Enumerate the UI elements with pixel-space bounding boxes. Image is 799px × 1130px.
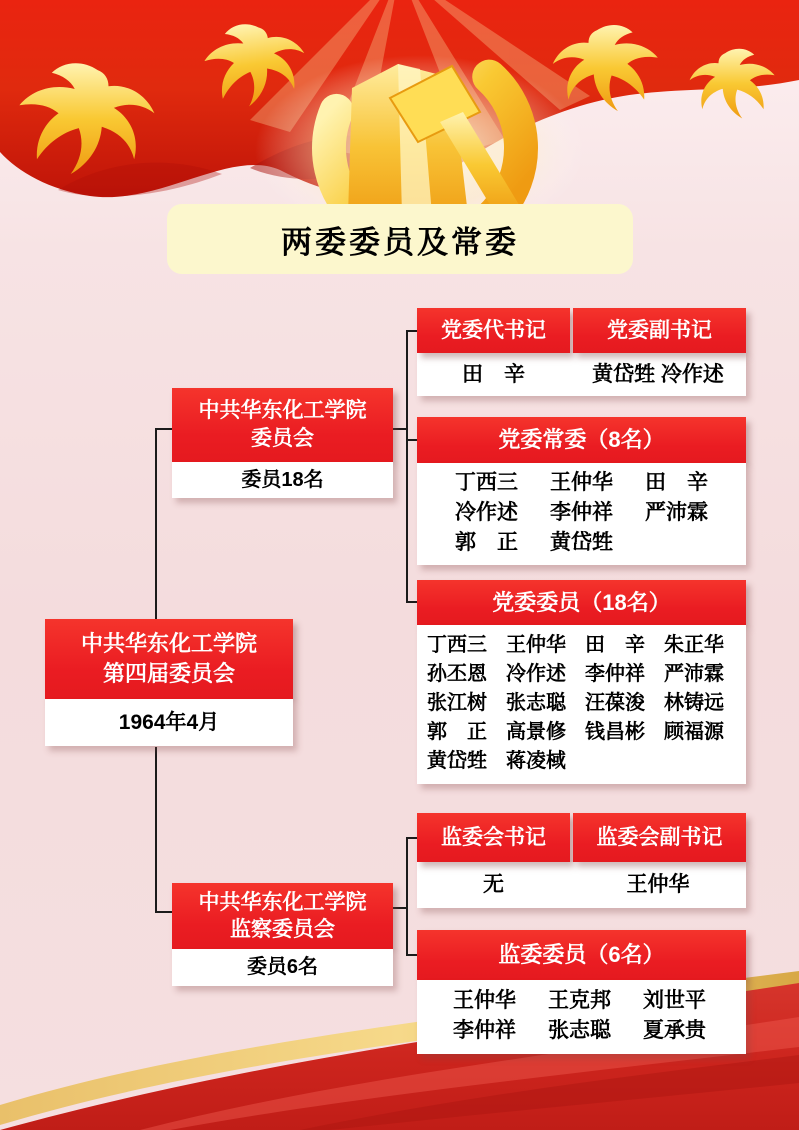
member-row: [427, 718, 746, 747]
connector-line: [155, 428, 157, 620]
member-row: [453, 986, 746, 1016]
member-name: 王克邦: [548, 989, 611, 1012]
supervisory-committee-name-line1: 中共华东化工学院: [198, 891, 367, 914]
connector-line: [392, 907, 408, 909]
page-title: 两委委员及常委: [167, 204, 633, 274]
member-name: 汪葆浚: [585, 692, 645, 714]
party-standing-committee-header: 党委常委（8名）: [417, 417, 746, 463]
member-name: 高景修: [506, 721, 566, 743]
party-deputy-secretary-header: 党委副书记: [573, 308, 746, 353]
party-members-section: [417, 580, 746, 784]
member-name: 钱昌彬: [585, 721, 645, 743]
member-name: 冷作述: [506, 663, 566, 685]
member-name: 郭 正: [427, 721, 487, 743]
connector-line: [155, 911, 173, 913]
member-name: 张志聪: [506, 692, 566, 714]
member-name: 王仲华: [453, 989, 516, 1012]
supervisory-committee-name-line2: 监察委员会: [230, 918, 335, 941]
supervisory-deputy-secretary-header: 监委会副书记: [573, 813, 746, 862]
member-name: 严沛霖: [645, 501, 708, 524]
member-name: 张江树: [427, 692, 487, 714]
supervisory-members-section: [417, 930, 746, 1054]
supervisory-deputy-secretary-name: 王仲华: [626, 873, 690, 896]
member-name: [645, 528, 740, 558]
supervisory-secretary-section: [417, 813, 746, 908]
supervisory-members-header: 监委委员（6名）: [417, 930, 746, 980]
member-name: 黄岱甡: [550, 531, 613, 554]
member-name: 顾福源: [664, 721, 724, 743]
party-secretary-section: [417, 308, 746, 396]
member-row: [455, 528, 746, 558]
member-name: 李仲祥: [550, 501, 613, 524]
supervisory-secretary-name: 无: [483, 873, 504, 896]
party-committee-count: 委员18名: [172, 462, 393, 498]
party-acting-secretary-header: 党委代书记: [417, 308, 570, 353]
member-name: 严沛霖: [664, 663, 724, 685]
member-row: [427, 689, 746, 718]
member-name: 田 辛: [645, 471, 708, 494]
member-name: 丁西三: [455, 471, 518, 494]
member-name: 刘世平: [643, 989, 706, 1012]
supervisory-committee-node: [172, 883, 393, 986]
party-committee-name-line1: 中共华东化工学院: [198, 399, 367, 422]
party-committee-node: [172, 388, 393, 498]
root-committee-node: [45, 619, 293, 746]
member-row: [453, 1016, 746, 1046]
connector-line: [406, 837, 408, 956]
party-members-header: 党委委员（18名）: [417, 580, 746, 625]
header-banner: [0, 0, 799, 215]
party-deputy-secretary-names: 黄岱甡 冷作述: [592, 363, 724, 386]
member-name: 蒋凌棫: [506, 750, 566, 772]
member-row: [427, 747, 746, 776]
member-name: 王仲华: [550, 471, 613, 494]
member-row: [427, 660, 746, 689]
member-name: 朱正华: [664, 634, 724, 656]
member-name: 李仲祥: [585, 663, 645, 685]
member-row: [427, 631, 746, 660]
member-name: 田 辛: [585, 634, 645, 656]
member-row: [455, 498, 746, 528]
party-acting-secretary-name: 田 辛: [462, 363, 525, 386]
member-name: 郭 正: [455, 531, 518, 554]
member-row: [455, 468, 746, 498]
member-name: 林铸远: [664, 692, 724, 714]
supervisory-secretary-header: 监委会书记: [417, 813, 570, 862]
member-name: 冷作述: [455, 501, 518, 524]
root-committee-name-line1: 中共华东化工学院: [80, 631, 257, 656]
connector-line: [155, 428, 173, 430]
member-name: 王仲华: [506, 634, 566, 656]
member-name: 夏承贵: [643, 1019, 706, 1042]
member-name: 张志聪: [548, 1019, 611, 1042]
member-name: 黄岱甡: [427, 750, 487, 772]
member-name: 丁西三: [427, 634, 487, 656]
connector-line: [392, 428, 408, 430]
connector-line: [155, 747, 157, 913]
root-committee-date: 1964年4月: [45, 699, 293, 746]
root-committee-name-line2: 第四届委员会: [102, 661, 235, 686]
party-standing-committee-section: [417, 417, 746, 565]
supervisory-committee-count: 委员6名: [172, 949, 393, 986]
member-name: 李仲祥: [453, 1019, 516, 1042]
member-name: 孙丕恩: [427, 663, 487, 685]
connector-line: [406, 330, 408, 603]
party-committee-name-line2: 委员会: [251, 427, 314, 450]
